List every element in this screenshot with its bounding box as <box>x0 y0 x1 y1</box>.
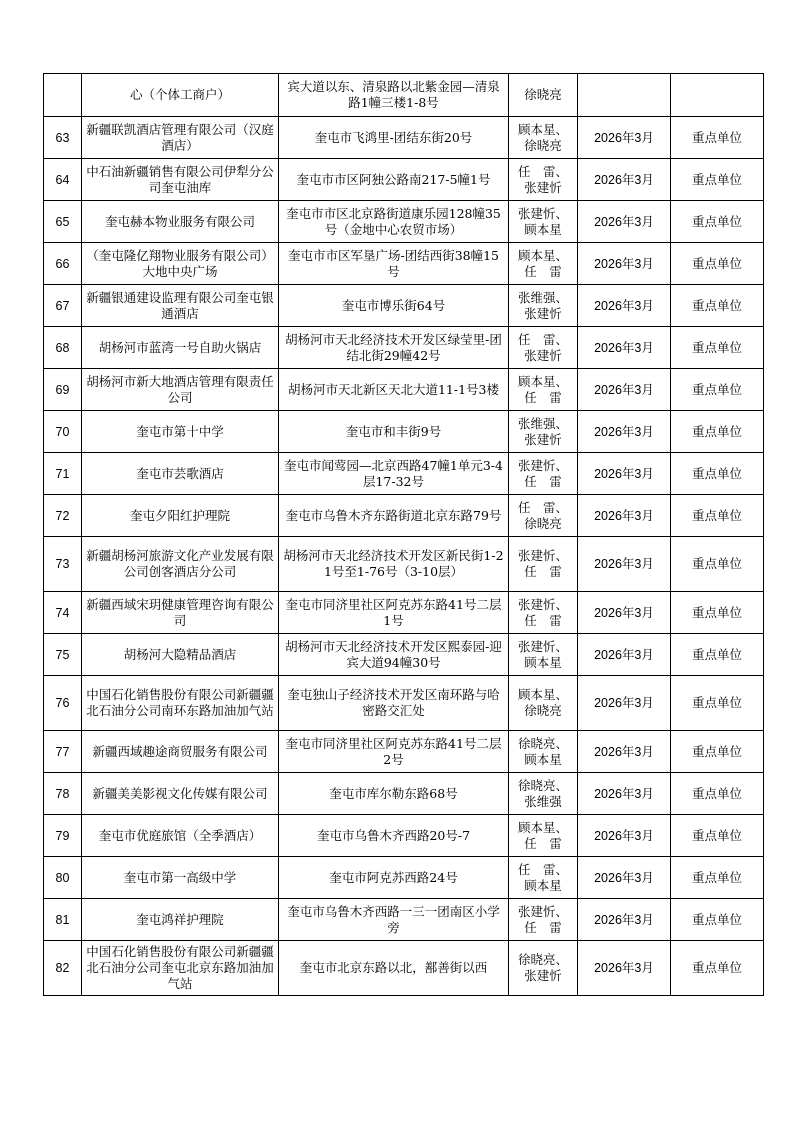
unit-category: 重点单位 <box>671 117 764 159</box>
table-row <box>44 857 764 899</box>
row-number: 80 <box>44 857 82 899</box>
unit-address: 奎屯市库尔勒东路68号 <box>279 773 509 815</box>
unit-address: 奎屯市乌鲁木齐西路一三一团南区小学旁 <box>279 899 509 941</box>
row-number: 73 <box>44 537 82 592</box>
table-row <box>44 899 764 941</box>
row-number: 65 <box>44 201 82 243</box>
unit-name: 胡杨河大隐精品酒店 <box>82 634 279 676</box>
unit-category: 重点单位 <box>671 327 764 369</box>
row-number: 69 <box>44 369 82 411</box>
unit-name: 心（个体工商户） <box>82 74 279 117</box>
unit-name: 奎屯鸿祥护理院 <box>82 899 279 941</box>
unit-name: 奎屯市芸歌酒店 <box>82 453 279 495</box>
row-number: 64 <box>44 159 82 201</box>
responsible-staff: 张建忻、任 雷 <box>509 537 578 592</box>
inspection-date: 2026年3月 <box>578 857 671 899</box>
unit-category: 重点单位 <box>671 731 764 773</box>
unit-name: 奎屯市第一高级中学 <box>82 857 279 899</box>
unit-name: 新疆西域趣途商贸服务有限公司 <box>82 731 279 773</box>
table-row <box>44 773 764 815</box>
table-row <box>44 285 764 327</box>
unit-address: 奎屯独山子经济技术开发区南环路与哈密路交汇处 <box>279 676 509 731</box>
responsible-staff: 张建忻、任 雷 <box>509 453 578 495</box>
unit-address: 奎屯市同济里社区阿克苏东路41号二层1号 <box>279 592 509 634</box>
inspection-date <box>578 74 671 117</box>
unit-name: 奎屯夕阳红护理院 <box>82 495 279 537</box>
row-number: 71 <box>44 453 82 495</box>
row-number: 76 <box>44 676 82 731</box>
inspection-date: 2026年3月 <box>578 369 671 411</box>
unit-category: 重点单位 <box>671 773 764 815</box>
inspection-date: 2026年3月 <box>578 495 671 537</box>
table-row <box>44 74 764 117</box>
unit-category: 重点单位 <box>671 941 764 996</box>
unit-address: 胡杨河市天北经济技术开发区绿莹里-团结北街29幢42号 <box>279 327 509 369</box>
row-number: 74 <box>44 592 82 634</box>
table-row <box>44 201 764 243</box>
inspection-date: 2026年3月 <box>578 159 671 201</box>
inspection-date: 2026年3月 <box>578 117 671 159</box>
row-number: 70 <box>44 411 82 453</box>
unit-name: 胡杨河市新大地酒店管理有限责任公司 <box>82 369 279 411</box>
unit-address: 奎屯市同济里社区阿克苏东路41号二层2号 <box>279 731 509 773</box>
responsible-staff: 徐晓亮、顾本星 <box>509 731 578 773</box>
unit-address: 胡杨河市天北新区天北大道11-1号3楼 <box>279 369 509 411</box>
unit-category: 重点单位 <box>671 815 764 857</box>
unit-name: 中国石化销售股份有限公司新疆疆北石油分公司奎屯北京东路加油加气站 <box>82 941 279 996</box>
unit-name: 新疆胡杨河旅游文化产业发展有限公司创客酒店分公司 <box>82 537 279 592</box>
inspection-date: 2026年3月 <box>578 634 671 676</box>
table-row <box>44 411 764 453</box>
unit-name: 中石油新疆销售有限公司伊犁分公司奎屯油库 <box>82 159 279 201</box>
inspection-date: 2026年3月 <box>578 815 671 857</box>
responsible-staff: 张维强、张建忻 <box>509 411 578 453</box>
row-number: 81 <box>44 899 82 941</box>
inspection-date: 2026年3月 <box>578 592 671 634</box>
inspection-date: 2026年3月 <box>578 411 671 453</box>
inspection-date: 2026年3月 <box>578 773 671 815</box>
table-row <box>44 537 764 592</box>
table-row <box>44 592 764 634</box>
unit-name: 新疆美美影视文化传媒有限公司 <box>82 773 279 815</box>
unit-category: 重点单位 <box>671 676 764 731</box>
inspection-date: 2026年3月 <box>578 537 671 592</box>
table-row <box>44 243 764 285</box>
table-row <box>44 731 764 773</box>
inspection-date: 2026年3月 <box>578 201 671 243</box>
unit-address: 胡杨河市天北经济技术开发区新民街1-21号至1-76号（3-10层） <box>279 537 509 592</box>
row-number: 82 <box>44 941 82 996</box>
inspection-date: 2026年3月 <box>578 453 671 495</box>
unit-address: 奎屯市博乐街64号 <box>279 285 509 327</box>
unit-category: 重点单位 <box>671 243 764 285</box>
unit-category: 重点单位 <box>671 899 764 941</box>
table-row <box>44 453 764 495</box>
responsible-staff: 任 雷、顾本星 <box>509 857 578 899</box>
responsible-staff: 顾本星、徐晓亮 <box>509 117 578 159</box>
row-number: 79 <box>44 815 82 857</box>
unit-category: 重点单位 <box>671 857 764 899</box>
inspection-date: 2026年3月 <box>578 676 671 731</box>
unit-category: 重点单位 <box>671 285 764 327</box>
responsible-staff: 顾本星、任 雷 <box>509 243 578 285</box>
responsible-staff: 张建忻、顾本星 <box>509 634 578 676</box>
table-row <box>44 369 764 411</box>
unit-address: 奎屯市阿克苏西路24号 <box>279 857 509 899</box>
inspection-date: 2026年3月 <box>578 941 671 996</box>
unit-category: 重点单位 <box>671 201 764 243</box>
unit-category: 重点单位 <box>671 537 764 592</box>
table-row <box>44 327 764 369</box>
unit-category: 重点单位 <box>671 453 764 495</box>
inspection-date: 2026年3月 <box>578 899 671 941</box>
unit-address: 奎屯市闻莺园—北京西路47幢1单元3-4层17-32号 <box>279 453 509 495</box>
inspection-date: 2026年3月 <box>578 285 671 327</box>
unit-address: 奎屯市飞鸿里-团结东街20号 <box>279 117 509 159</box>
table-row <box>44 159 764 201</box>
unit-name: 奎屯市优庭旅馆（全季酒店） <box>82 815 279 857</box>
unit-category: 重点单位 <box>671 369 764 411</box>
table-row <box>44 495 764 537</box>
table-row <box>44 941 764 996</box>
row-number: 77 <box>44 731 82 773</box>
row-number: 68 <box>44 327 82 369</box>
unit-name: （奎屯隆亿翔物业服务有限公司）大地中央广场 <box>82 243 279 285</box>
unit-category: 重点单位 <box>671 592 764 634</box>
unit-name: 奎屯赫本物业服务有限公司 <box>82 201 279 243</box>
table-body <box>44 74 764 996</box>
inspection-date: 2026年3月 <box>578 327 671 369</box>
row-number: 78 <box>44 773 82 815</box>
unit-address: 奎屯市市区军垦广场-团结西街38幢15号 <box>279 243 509 285</box>
unit-name: 新疆联凯酒店管理有限公司（汉庭酒店） <box>82 117 279 159</box>
unit-category <box>671 74 764 117</box>
responsible-staff: 张建忻、任 雷 <box>509 592 578 634</box>
row-number: 63 <box>44 117 82 159</box>
unit-category: 重点单位 <box>671 495 764 537</box>
responsible-staff: 张维强、张建忻 <box>509 285 578 327</box>
unit-address: 奎屯市和丰街9号 <box>279 411 509 453</box>
responsible-staff: 张建忻、顾本星 <box>509 201 578 243</box>
inspection-table <box>43 73 764 996</box>
inspection-date: 2026年3月 <box>578 243 671 285</box>
table-row <box>44 815 764 857</box>
table-row <box>44 676 764 731</box>
table-row <box>44 634 764 676</box>
responsible-staff: 顾本星、任 雷 <box>509 815 578 857</box>
row-number: 67 <box>44 285 82 327</box>
row-number: 66 <box>44 243 82 285</box>
unit-name: 奎屯市第十中学 <box>82 411 279 453</box>
unit-address: 奎屯市乌鲁木齐东路街道北京东路79号 <box>279 495 509 537</box>
unit-address: 奎屯市市区北京路街道康乐园128幢35号（金地中心农贸市场） <box>279 201 509 243</box>
unit-category: 重点单位 <box>671 411 764 453</box>
row-number <box>44 74 82 117</box>
responsible-staff: 任 雷、徐晓亮 <box>509 495 578 537</box>
responsible-staff: 顾本星、徐晓亮 <box>509 676 578 731</box>
unit-address: 奎屯市乌鲁木齐西路20号-7 <box>279 815 509 857</box>
row-number: 72 <box>44 495 82 537</box>
responsible-staff: 徐晓亮 <box>509 74 578 117</box>
responsible-staff: 任 雷、张建忻 <box>509 327 578 369</box>
unit-name: 新疆银通建设监理有限公司奎屯银通酒店 <box>82 285 279 327</box>
responsible-staff: 张建忻、任 雷 <box>509 899 578 941</box>
responsible-staff: 徐晓亮、张维强 <box>509 773 578 815</box>
unit-address: 宾大道以东、清泉路以北紫金园—清泉路1幢三楼1-8号 <box>279 74 509 117</box>
unit-name: 中国石化销售股份有限公司新疆疆北石油分公司南环东路加油加气站 <box>82 676 279 731</box>
unit-address: 胡杨河市天北经济技术开发区熙泰园-迎宾大道94幢30号 <box>279 634 509 676</box>
responsible-staff: 徐晓亮、张建忻 <box>509 941 578 996</box>
unit-name: 胡杨河市蓝湾一号自助火锅店 <box>82 327 279 369</box>
unit-name: 新疆西域宋玥健康管理咨询有限公司 <box>82 592 279 634</box>
unit-category: 重点单位 <box>671 634 764 676</box>
unit-address: 奎屯市市区阿独公路南217-5幢1号 <box>279 159 509 201</box>
row-number: 75 <box>44 634 82 676</box>
inspection-date: 2026年3月 <box>578 731 671 773</box>
unit-address: 奎屯市北京东路以北，鄯善街以西 <box>279 941 509 996</box>
responsible-staff: 顾本星、任 雷 <box>509 369 578 411</box>
table-row <box>44 117 764 159</box>
responsible-staff: 任 雷、张建忻 <box>509 159 578 201</box>
unit-category: 重点单位 <box>671 159 764 201</box>
